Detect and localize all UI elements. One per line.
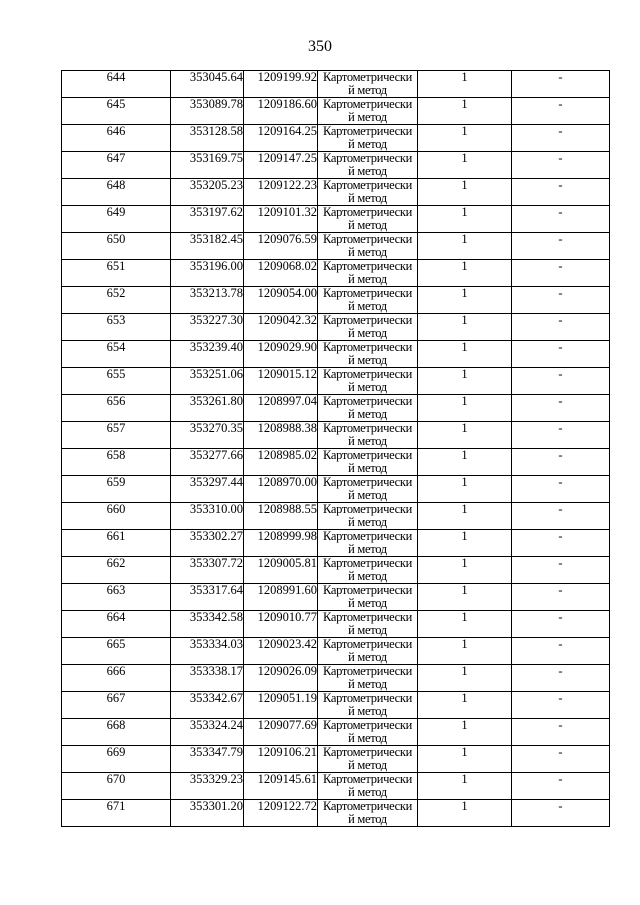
method-cell <box>318 314 418 341</box>
method-cell <box>318 125 418 152</box>
method-text-line-2: й метод <box>348 569 387 583</box>
method-cell <box>318 368 418 395</box>
y-coordinate-cell: 1209077.69 <box>244 719 318 746</box>
method-cell <box>318 773 418 800</box>
x-coordinate-cell: 353329.23 <box>171 773 244 800</box>
note-cell: - <box>512 233 610 260</box>
y-coordinate-cell: 1209186.60 <box>244 98 318 125</box>
accuracy-cell: 1 <box>418 665 512 692</box>
note-cell: - <box>512 260 610 287</box>
method-text-line-2: й метод <box>348 623 387 637</box>
y-coordinate-cell: 1208999.98 <box>244 530 318 557</box>
method-text-line-1: Картометрически <box>322 556 413 570</box>
point-number-cell: 661 <box>62 530 171 557</box>
page-number: 350 <box>308 38 332 55</box>
method-text-line-2: й метод <box>348 434 387 448</box>
point-number-cell: 669 <box>62 746 171 773</box>
table-row <box>62 71 610 98</box>
table-row <box>62 314 610 341</box>
note-cell: - <box>512 746 610 773</box>
table-row <box>62 233 610 260</box>
accuracy-cell: 1 <box>418 584 512 611</box>
point-number-cell: 654 <box>62 341 171 368</box>
method-cell <box>318 800 418 827</box>
x-coordinate-cell: 353045.64 <box>171 71 244 98</box>
method-text-line-1: Картометрически <box>322 799 413 813</box>
point-number-cell: 657 <box>62 422 171 449</box>
y-coordinate-cell: 1209122.72 <box>244 800 318 827</box>
note-cell: - <box>512 800 610 827</box>
method-text-line-2: й метод <box>348 515 387 529</box>
accuracy-cell: 1 <box>418 287 512 314</box>
point-number-cell: 656 <box>62 395 171 422</box>
point-number-cell: 668 <box>62 719 171 746</box>
method-text-line-2: й метод <box>348 326 387 340</box>
x-coordinate-cell: 353347.79 <box>171 746 244 773</box>
method-text-line-2: й метод <box>348 380 387 394</box>
x-coordinate-cell: 353342.67 <box>171 692 244 719</box>
method-text-line-2: й метод <box>348 137 387 151</box>
method-cell <box>318 71 418 98</box>
method-text-line-2: й метод <box>348 677 387 691</box>
method-text-line-1: Картометрически <box>322 70 413 84</box>
note-cell: - <box>512 584 610 611</box>
y-coordinate-cell: 1208991.60 <box>244 584 318 611</box>
y-coordinate-cell: 1209147.25 <box>244 152 318 179</box>
accuracy-cell: 1 <box>418 557 512 584</box>
y-coordinate-cell: 1208988.38 <box>244 422 318 449</box>
method-cell <box>318 449 418 476</box>
point-number-cell: 665 <box>62 638 171 665</box>
table-row <box>62 125 610 152</box>
x-coordinate-cell: 353277.66 <box>171 449 244 476</box>
method-text-line-2: й метод <box>348 731 387 745</box>
table-row <box>62 152 610 179</box>
point-number-cell: 653 <box>62 314 171 341</box>
note-cell: - <box>512 179 610 206</box>
accuracy-cell: 1 <box>418 692 512 719</box>
method-text-line-1: Картометрически <box>322 178 413 192</box>
x-coordinate-cell: 353338.17 <box>171 665 244 692</box>
point-number-cell: 670 <box>62 773 171 800</box>
method-cell <box>318 692 418 719</box>
point-number-cell: 667 <box>62 692 171 719</box>
note-cell: - <box>512 125 610 152</box>
table-row <box>62 638 610 665</box>
method-cell <box>318 638 418 665</box>
table-row <box>62 98 610 125</box>
y-coordinate-cell: 1209042.32 <box>244 314 318 341</box>
method-cell <box>318 260 418 287</box>
accuracy-cell: 1 <box>418 773 512 800</box>
y-coordinate-cell: 1208985.02 <box>244 449 318 476</box>
method-text-line-1: Картометрически <box>322 232 413 246</box>
y-coordinate-cell: 1208997.04 <box>244 395 318 422</box>
method-cell <box>318 530 418 557</box>
method-text-line-1: Картометрически <box>322 610 413 624</box>
table-row <box>62 692 610 719</box>
method-text-line-1: Картометрически <box>322 691 413 705</box>
note-cell: - <box>512 692 610 719</box>
method-cell <box>318 233 418 260</box>
x-coordinate-cell: 353324.24 <box>171 719 244 746</box>
method-cell <box>318 584 418 611</box>
method-text-line-1: Картометрически <box>322 583 413 597</box>
accuracy-cell: 1 <box>418 638 512 665</box>
method-text-line-2: й метод <box>348 461 387 475</box>
method-text-line-1: Картометрически <box>322 205 413 219</box>
note-cell: - <box>512 395 610 422</box>
x-coordinate-cell: 353270.35 <box>171 422 244 449</box>
table-row <box>62 368 610 395</box>
y-coordinate-cell: 1209122.23 <box>244 179 318 206</box>
point-number-cell: 660 <box>62 503 171 530</box>
x-coordinate-cell: 353205.23 <box>171 179 244 206</box>
accuracy-cell: 1 <box>418 179 512 206</box>
x-coordinate-cell: 353128.58 <box>171 125 244 152</box>
method-text-line-2: й метод <box>348 650 387 664</box>
method-cell <box>318 287 418 314</box>
method-cell <box>318 152 418 179</box>
method-text-line-1: Картометрически <box>322 97 413 111</box>
x-coordinate-cell: 353310.00 <box>171 503 244 530</box>
method-text-line-1: Картометрически <box>322 718 413 732</box>
y-coordinate-cell: 1209164.25 <box>244 125 318 152</box>
coordinates-table-body <box>62 71 610 827</box>
table-row <box>62 422 610 449</box>
method-text-line-1: Картометрически <box>322 664 413 678</box>
method-cell <box>318 341 418 368</box>
method-text-line-2: й метод <box>348 272 387 286</box>
note-cell: - <box>512 719 610 746</box>
y-coordinate-cell: 1208988.55 <box>244 503 318 530</box>
note-cell: - <box>512 98 610 125</box>
table-row <box>62 503 610 530</box>
method-text-line-1: Картометрически <box>322 394 413 408</box>
method-text-line-1: Картометрически <box>322 286 413 300</box>
y-coordinate-cell: 1209199.92 <box>244 71 318 98</box>
y-coordinate-cell: 1209010.77 <box>244 611 318 638</box>
x-coordinate-cell: 353089.78 <box>171 98 244 125</box>
accuracy-cell: 1 <box>418 233 512 260</box>
method-text-line-2: й метод <box>348 542 387 556</box>
method-cell <box>318 557 418 584</box>
accuracy-cell: 1 <box>418 125 512 152</box>
y-coordinate-cell: 1209101.32 <box>244 206 318 233</box>
note-cell: - <box>512 341 610 368</box>
table-row <box>62 530 610 557</box>
table-row <box>62 449 610 476</box>
point-number-cell: 651 <box>62 260 171 287</box>
method-text-line-1: Картометрически <box>322 421 413 435</box>
point-number-cell: 647 <box>62 152 171 179</box>
table-row <box>62 179 610 206</box>
table-row <box>62 746 610 773</box>
y-coordinate-cell: 1209029.90 <box>244 341 318 368</box>
y-coordinate-cell: 1209145.61 <box>244 773 318 800</box>
note-cell: - <box>512 287 610 314</box>
x-coordinate-cell: 353297.44 <box>171 476 244 503</box>
method-text-line-2: й метод <box>348 785 387 799</box>
y-coordinate-cell: 1209106.21 <box>244 746 318 773</box>
point-number-cell: 648 <box>62 179 171 206</box>
accuracy-cell: 1 <box>418 611 512 638</box>
method-text-line-1: Картометрически <box>322 772 413 786</box>
x-coordinate-cell: 353197.62 <box>171 206 244 233</box>
method-text-line-2: й метод <box>348 218 387 232</box>
method-text-line-2: й метод <box>348 110 387 124</box>
accuracy-cell: 1 <box>418 98 512 125</box>
note-cell: - <box>512 665 610 692</box>
accuracy-cell: 1 <box>418 152 512 179</box>
method-text-line-1: Картометрически <box>322 259 413 273</box>
x-coordinate-cell: 353302.27 <box>171 530 244 557</box>
point-number-cell: 649 <box>62 206 171 233</box>
y-coordinate-cell: 1209068.02 <box>244 260 318 287</box>
y-coordinate-cell: 1209005.81 <box>244 557 318 584</box>
method-text-line-1: Картометрически <box>322 448 413 462</box>
method-text-line-2: й метод <box>348 191 387 205</box>
x-coordinate-cell: 353169.75 <box>171 152 244 179</box>
note-cell: - <box>512 206 610 233</box>
point-number-cell: 658 <box>62 449 171 476</box>
method-text-line-2: й метод <box>348 407 387 421</box>
point-number-cell: 662 <box>62 557 171 584</box>
accuracy-cell: 1 <box>418 341 512 368</box>
method-text-line-2: й метод <box>348 299 387 313</box>
method-text-line-2: й метод <box>348 245 387 259</box>
point-number-cell: 671 <box>62 800 171 827</box>
method-cell <box>318 179 418 206</box>
point-number-cell: 666 <box>62 665 171 692</box>
table-row <box>62 584 610 611</box>
point-number-cell: 659 <box>62 476 171 503</box>
accuracy-cell: 1 <box>418 260 512 287</box>
note-cell: - <box>512 71 610 98</box>
table-row <box>62 719 610 746</box>
note-cell: - <box>512 530 610 557</box>
x-coordinate-cell: 353301.20 <box>171 800 244 827</box>
table-row <box>62 395 610 422</box>
accuracy-cell: 1 <box>418 368 512 395</box>
method-text-line-1: Картометрически <box>322 313 413 327</box>
note-cell: - <box>512 152 610 179</box>
note-cell: - <box>512 314 610 341</box>
point-number-cell: 655 <box>62 368 171 395</box>
note-cell: - <box>512 422 610 449</box>
accuracy-cell: 1 <box>418 530 512 557</box>
table-row <box>62 773 610 800</box>
table-row <box>62 665 610 692</box>
point-number-cell: 646 <box>62 125 171 152</box>
note-cell: - <box>512 638 610 665</box>
table-row <box>62 476 610 503</box>
method-cell <box>318 476 418 503</box>
accuracy-cell: 1 <box>418 206 512 233</box>
method-text-line-1: Картометрически <box>322 367 413 381</box>
point-number-cell: 652 <box>62 287 171 314</box>
x-coordinate-cell: 353317.64 <box>171 584 244 611</box>
table-row <box>62 206 610 233</box>
note-cell: - <box>512 449 610 476</box>
method-text-line-1: Картометрически <box>322 637 413 651</box>
table-row <box>62 341 610 368</box>
note-cell: - <box>512 557 610 584</box>
method-cell <box>318 395 418 422</box>
method-text-line-2: й метод <box>348 704 387 718</box>
accuracy-cell: 1 <box>418 395 512 422</box>
table-row <box>62 260 610 287</box>
method-cell <box>318 98 418 125</box>
method-text-line-1: Картометрически <box>322 475 413 489</box>
accuracy-cell: 1 <box>418 800 512 827</box>
note-cell: - <box>512 611 610 638</box>
table-row <box>62 611 610 638</box>
x-coordinate-cell: 353182.45 <box>171 233 244 260</box>
accuracy-cell: 1 <box>418 449 512 476</box>
accuracy-cell: 1 <box>418 719 512 746</box>
method-text-line-1: Картометрически <box>322 745 413 759</box>
point-number-cell: 664 <box>62 611 171 638</box>
accuracy-cell: 1 <box>418 314 512 341</box>
method-cell <box>318 746 418 773</box>
y-coordinate-cell: 1209026.09 <box>244 665 318 692</box>
y-coordinate-cell: 1209051.19 <box>244 692 318 719</box>
method-text-line-2: й метод <box>348 596 387 610</box>
point-number-cell: 645 <box>62 98 171 125</box>
method-text-line-2: й метод <box>348 83 387 97</box>
x-coordinate-cell: 353239.40 <box>171 341 244 368</box>
x-coordinate-cell: 353251.06 <box>171 368 244 395</box>
point-number-cell: 650 <box>62 233 171 260</box>
method-text-line-2: й метод <box>348 488 387 502</box>
method-text-line-1: Картометрически <box>322 529 413 543</box>
method-cell <box>318 665 418 692</box>
method-text-line-1: Картометрически <box>322 502 413 516</box>
method-cell <box>318 611 418 638</box>
accuracy-cell: 1 <box>418 422 512 449</box>
x-coordinate-cell: 353213.78 <box>171 287 244 314</box>
note-cell: - <box>512 503 610 530</box>
table-row <box>62 287 610 314</box>
note-cell: - <box>512 773 610 800</box>
y-coordinate-cell: 1209076.59 <box>244 233 318 260</box>
method-text-line-1: Картометрически <box>322 124 413 138</box>
note-cell: - <box>512 476 610 503</box>
x-coordinate-cell: 353227.30 <box>171 314 244 341</box>
accuracy-cell: 1 <box>418 746 512 773</box>
method-cell <box>318 719 418 746</box>
y-coordinate-cell: 1209015.12 <box>244 368 318 395</box>
method-cell <box>318 503 418 530</box>
accuracy-cell: 1 <box>418 71 512 98</box>
method-text-line-2: й метод <box>348 758 387 772</box>
x-coordinate-cell: 353342.58 <box>171 611 244 638</box>
x-coordinate-cell: 353307.72 <box>171 557 244 584</box>
y-coordinate-cell: 1209054.00 <box>244 287 318 314</box>
x-coordinate-cell: 353196.00 <box>171 260 244 287</box>
x-coordinate-cell: 353334.03 <box>171 638 244 665</box>
note-cell: - <box>512 368 610 395</box>
accuracy-cell: 1 <box>418 503 512 530</box>
y-coordinate-cell: 1208970.00 <box>244 476 318 503</box>
method-text-line-1: Картометрически <box>322 151 413 165</box>
x-coordinate-cell: 353261.80 <box>171 395 244 422</box>
method-text-line-2: й метод <box>348 164 387 178</box>
point-number-cell: 663 <box>62 584 171 611</box>
method-cell <box>318 206 418 233</box>
coordinates-table <box>61 70 610 827</box>
point-number-cell: 644 <box>62 71 171 98</box>
table-row <box>62 557 610 584</box>
table-row <box>62 800 610 827</box>
method-text-line-2: й метод <box>348 353 387 367</box>
method-cell <box>318 422 418 449</box>
method-text-line-1: Картометрически <box>322 340 413 354</box>
y-coordinate-cell: 1209023.42 <box>244 638 318 665</box>
accuracy-cell: 1 <box>418 476 512 503</box>
method-text-line-2: й метод <box>348 812 387 826</box>
